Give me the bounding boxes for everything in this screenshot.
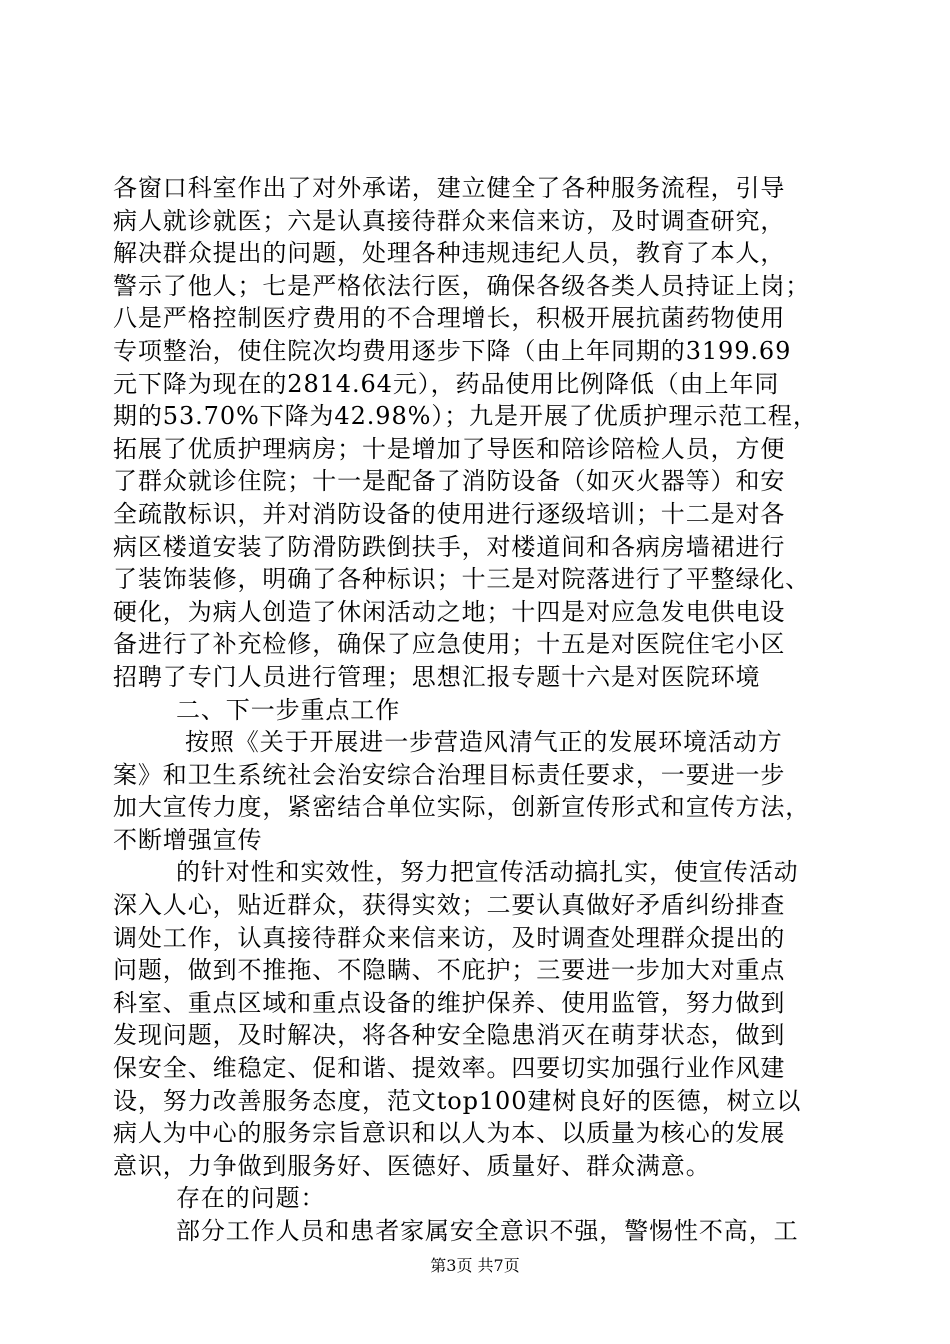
text-line: 拓展了优质护理病房；十是增加了导医和陪诊陪检人员，方便: [113, 434, 786, 463]
text-line: 案》和卫生系统社会治安综合治理目标责任要求，一要进一步: [113, 760, 786, 789]
text-line: 备进行了补充检修，确保了应急使用；十五是对医院住宅小区: [113, 630, 786, 659]
text-line: 全疏散标识，并对消防设备的使用进行逐级培训；十二是对各: [113, 499, 786, 528]
text-line: 保安全、维稳定、促和谐、提效率。四要切实加强行业作风建: [113, 1054, 786, 1083]
text-line: 加大宣传力度，紧密结合单位实际，创新宣传形式和宣传方法，: [113, 793, 811, 822]
text-line: 八是严格控制医疗费用的不合理增长，积极开展抗菌药物使用: [113, 304, 786, 333]
text-line: 的针对性和实效性，努力把宣传活动搞扎实，使宣传活动: [176, 858, 799, 887]
text-line: 招聘了专门人员进行管理；思想汇报专题十六是对医院环境: [113, 662, 761, 691]
text-line: 病人为中心的服务宗旨意识和以人为本、以质量为核心的发展: [113, 1119, 786, 1148]
text-line: 专项整治，使住院次均费用逐步下降（由上年同期的3199.69: [113, 336, 792, 365]
text-line: 了群众就诊住院；十一是配备了消防设备（如灭火器等）和安: [113, 467, 786, 496]
text-line: 病区楼道安装了防滑防跌倒扶手，对楼道间和各病房墙裙进行: [113, 532, 786, 561]
text-line: 按照《关于开展进一步营造风清气正的发展环境活动方: [185, 728, 783, 757]
section-heading: 存在的问题：: [176, 1184, 326, 1213]
text-line: 病人就诊就医；六是认真接待群众来信来访，及时调查研究，: [113, 206, 786, 235]
page-footer: [0, 1256, 950, 1276]
text-line: 发现问题，及时解决，将各种安全隐患消灭在萌芽状态，做到: [113, 1021, 786, 1050]
text-line: 期的53.70%下降为42.98%）；九是开展了优质护理示范工程，: [113, 402, 818, 431]
text-line: 科室、重点区域和重点设备的维护保养、使用监管，努力做到: [113, 988, 786, 1017]
text-line: 问题，做到不推拖、不隐瞒、不庇护；三要进一步加大对重点: [113, 956, 786, 985]
text-line: 深入人心，贴近群众，获得实效；二要认真做好矛盾纠纷排查: [113, 891, 786, 920]
text-line: 各窗口科室作出了对外承诺，建立健全了各种服务流程，引导: [113, 174, 786, 202]
text-line: 部分工作人员和患者家属安全意识不强，警惕性不高，工: [176, 1217, 799, 1245]
text-line: 不断增强宣传: [113, 825, 263, 854]
text-line: 元下降为现在的2814.64元），药品使用比例降低（由上年同: [113, 369, 780, 398]
text-line: 了装饰装修，明确了各种标识；十三是对院落进行了平整绿化、: [113, 565, 811, 594]
section-heading: 二、下一步重点工作: [176, 695, 401, 724]
document-body: [113, 172, 843, 1248]
text-line: 调处工作，认真接待群众来信来访，及时调查处理群众提出的: [113, 923, 786, 952]
text-line: 设，努力改善服务态度，范文top100建树良好的医德，树立以: [113, 1086, 802, 1115]
text-line: 警示了他人；七是严格依法行医，确保各级各类人员持证上岗；: [113, 271, 811, 300]
text-line: 解决群众提出的问题，处理各种违规违纪人员，教育了本人，: [113, 239, 786, 268]
text-line: 意识，力争做到服务好、医德好、质量好、群众满意。: [113, 1151, 711, 1180]
text-line: 硬化，为病人创造了休闲活动之地；十四是对应急发电供电设: [113, 597, 786, 626]
page-number: 第3页 共7页: [430, 1256, 520, 1275]
